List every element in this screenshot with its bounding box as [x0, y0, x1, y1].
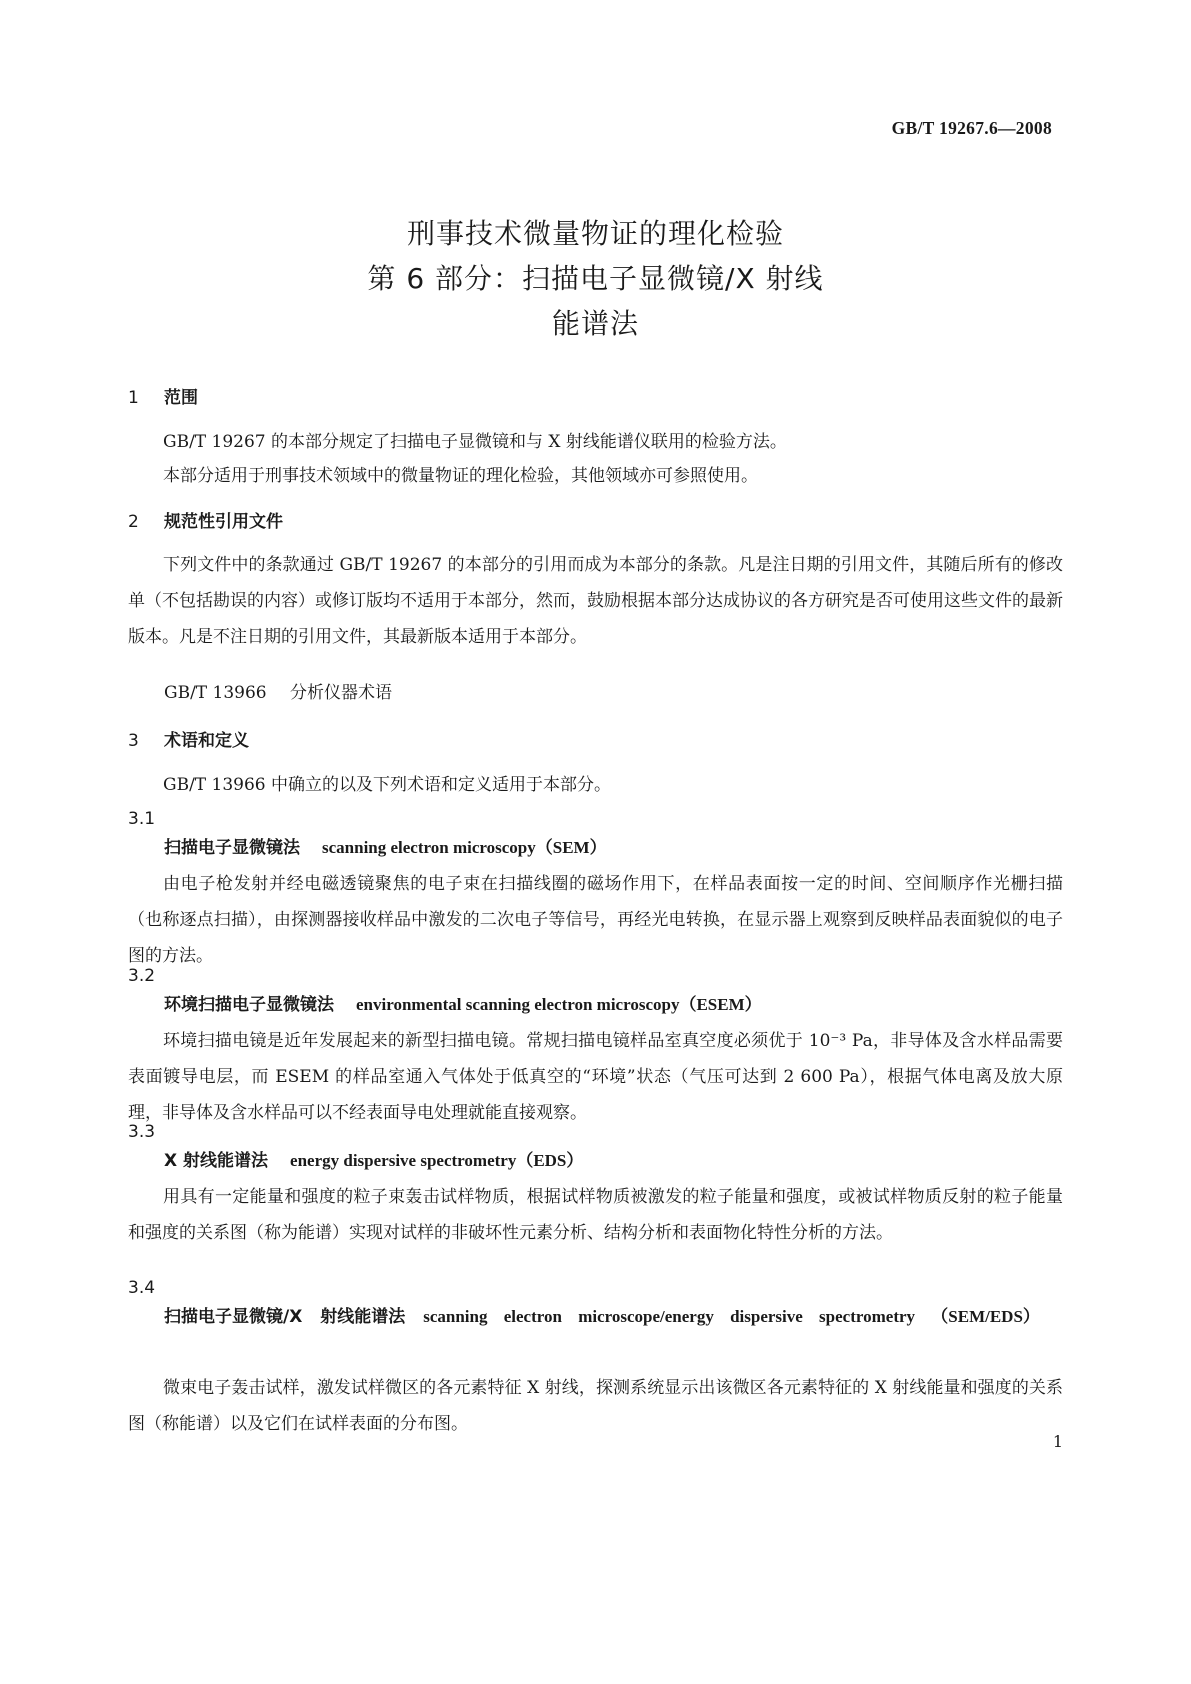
term-title — [164, 830, 1062, 866]
title-line-2: 第 6 部分：扫描电子显微镜/X 射线 — [367, 262, 824, 295]
section-number: 1 — [128, 388, 139, 408]
reference-code: GB/T 13966 — [164, 683, 267, 703]
title-line-1: 刑事技术微量物证的理化检验 — [406, 217, 784, 250]
term-english: energy dispersive spectrometry（EDS） — [290, 1151, 584, 1170]
term-chinese: 扫描电子显微镜法 — [164, 838, 300, 858]
section-1-paragraph-1: GB/T 19267 的本部分规定了扫描电子显微镜和与 X 射线能谱仪联用的检验方法。 — [163, 432, 787, 452]
normative-reference — [164, 675, 392, 711]
section-3-intro: GB/T 13966 中确立的以及下列术语和定义适用于本部分。 — [163, 775, 612, 795]
section-title: 规范性引用文件 — [164, 512, 283, 532]
section-title: 范围 — [164, 388, 198, 408]
term-definition: 用具有一定能量和强度的粒子束轰击试样物质，根据试样物质被激发的粒子能量和强度，或被试样物质反射的粒子能量和强度的关系图（称为能谱）实现对试样的非破坏性元素分析、结构分析和表面物化特性分析的方法。 — [128, 1187, 1063, 1243]
term-title — [164, 1143, 1062, 1179]
term-english: scanning electron microscopy（SEM） — [322, 838, 607, 857]
section-number: 2 — [128, 512, 139, 532]
term-number: 3.2 — [128, 966, 156, 986]
page-number: 1 — [1052, 1432, 1063, 1451]
section-1-heading — [128, 386, 198, 410]
term-chinese: 环境扫描电子显微镜法 — [164, 995, 334, 1015]
section-2-heading — [128, 510, 283, 534]
reference-title: 分析仪器术语 — [290, 683, 392, 703]
section-3-heading — [128, 729, 249, 753]
section-title: 术语和定义 — [164, 731, 249, 751]
term-english: scanning electron microscope/energy dispersive spectrometry （SEM/EDS） — [423, 1307, 1040, 1326]
title-line-3: 能谱法 — [551, 307, 639, 340]
term-number: 3.4 — [128, 1278, 156, 1298]
term-chinese: 扫描电子显微镜/X 射线能谱法 — [164, 1307, 406, 1327]
standard-code: GB/T 19267.6—2008 — [891, 118, 1052, 138]
term-title — [164, 987, 1062, 1023]
term-definition: 由电子枪发射并经电磁透镜聚焦的电子束在扫描线圈的磁场作用下，在样品表面按一定的时间、空间顺序作光栅扫描（也称逐点扫描），由探测器接收样品中激发的二次电子等信号，再经光电转换，在显示器上观察到反映样品表面貌似的电子图的方法。 — [128, 874, 1063, 966]
section-1-paragraph-2: 本部分适用于刑事技术领域中的微量物证的理化检验，其他领域亦可参照使用。 — [163, 466, 758, 486]
section-2-paragraph: 下列文件中的条款通过 GB/T 19267 的本部分的引用而成为本部分的条款。凡是注日期的引用文件，其随后所有的修改单（不包括勘误的内容）或修订版均不适用于本部分，然而，鼓励根据本部分达成协议的各方研究是否可使用这些文件的最新版本。凡是不注日期的引用文件，其最新版本适用于本部分。 — [128, 555, 1063, 647]
term-number: 3.3 — [128, 1122, 156, 1142]
section-number: 3 — [128, 731, 139, 751]
term-chinese: X 射线能谱法 — [164, 1151, 269, 1171]
term-title — [128, 1299, 1063, 1335]
term-english: environmental scanning electron microscopy（ESEM） — [356, 995, 762, 1014]
term-definition: 环境扫描电镜是近年发展起来的新型扫描电镜。常规扫描电镜样品室真空度必须优于 10⁻³ Pa，非导体及含水样品需要表面镀导电层，而 ESEM 的样品室通入气体处于低真空的“环境”状态（气压可达到 2 600 Pa），根据气体电离及放大原理，非导体及含水样品可以不经表面导电处理就能直接观察。 — [128, 1031, 1063, 1123]
term-definition: 微束电子轰击试样，激发试样微区的各元素特征 X 射线，探测系统显示出该微区各元素特征的 X 射线能量和强度的关系图（称能谱）以及它们在试样表面的分布图。 — [128, 1378, 1063, 1434]
term-number: 3.1 — [128, 809, 156, 829]
document-title — [0, 211, 1191, 346]
